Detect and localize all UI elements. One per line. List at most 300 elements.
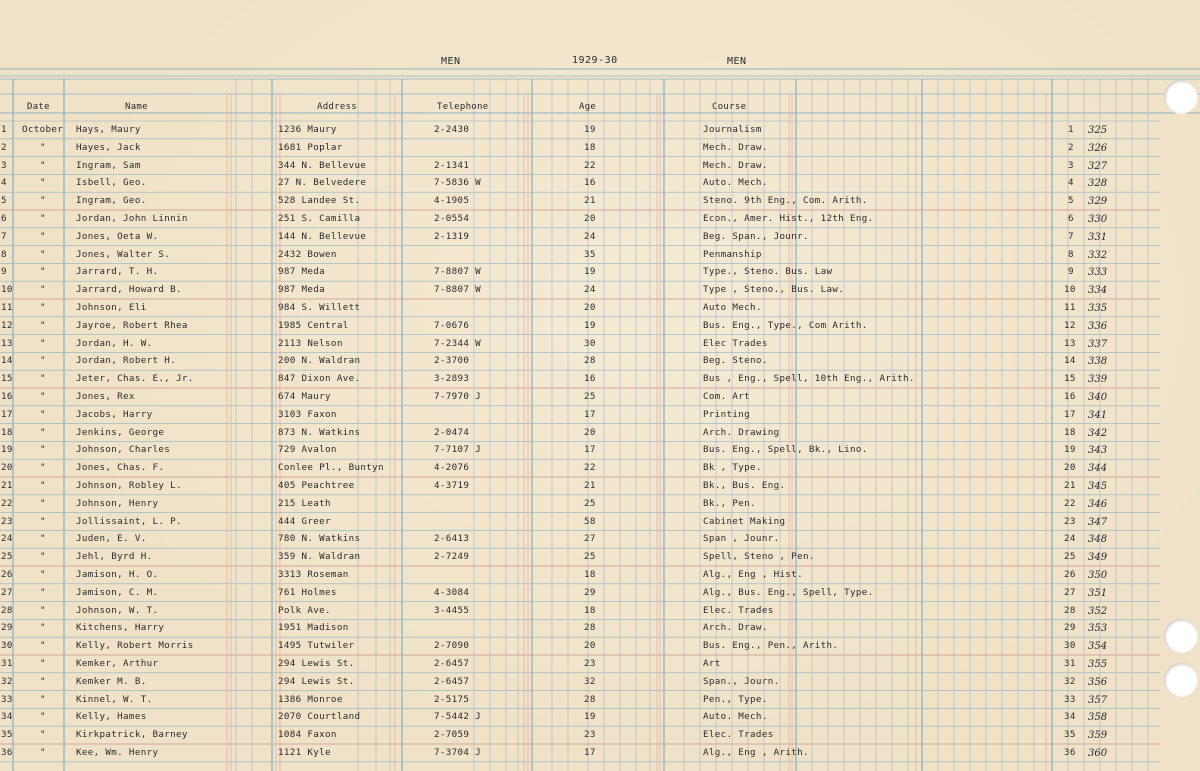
row-register-number: 335 (1088, 303, 1108, 314)
row-date: " (40, 302, 46, 313)
row-line-number: 12 (1, 319, 13, 331)
row-telephone: 7-8807 W (434, 284, 482, 296)
row-telephone: 2-1341 (434, 159, 470, 171)
row-address: 215 Leath (278, 497, 331, 509)
row-register-number: 359 (1088, 730, 1108, 742)
row-course: Bus , Eng., Spell, 10th Eng., Arith. (703, 373, 915, 385)
row-date: " (40, 462, 46, 474)
row-date: " (40, 159, 46, 171)
row-line-number: 28 (1, 604, 13, 616)
row-register-number: 337 (1088, 338, 1108, 350)
row-telephone: 3-2893 (434, 373, 470, 385)
row-name: Johnson, W. T. (76, 604, 159, 616)
row-date: " (40, 675, 46, 687)
row-name: Juden, E. V. (76, 533, 147, 545)
row-entry-number: 35 (1064, 729, 1076, 741)
row-date: " (40, 391, 46, 402)
row-age: 28 (584, 693, 596, 705)
row-course: Arch. Draw. (703, 622, 768, 634)
row-address: 847 Dixon Ave. (278, 373, 361, 385)
row-age: 35 (584, 248, 596, 260)
row-line-number: 32 (1, 675, 13, 687)
row-telephone: 7-8807 W (434, 266, 482, 278)
row-age: 20 (584, 213, 596, 224)
row-age: 23 (584, 658, 596, 669)
row-age: 25 (584, 497, 596, 509)
row-telephone: 2-7249 (434, 551, 470, 563)
row-date: " (40, 408, 46, 420)
row-address: 528 Landee St. (278, 195, 361, 207)
row-register-number: 331 (1088, 231, 1108, 243)
row-line-number: 30 (1, 640, 13, 652)
row-age: 24 (584, 284, 596, 296)
row-line-number: 35 (1, 729, 13, 741)
row-entry-number: 29 (1064, 622, 1076, 634)
row-line-number: 26 (1, 569, 13, 580)
row-address: 674 Maury (278, 391, 331, 402)
row-age: 20 (584, 302, 596, 313)
row-entry-number: 10 (1064, 284, 1076, 296)
row-telephone: 2-3700 (434, 355, 470, 367)
row-entry-number: 9 (1068, 266, 1074, 278)
row-course: Com. Art (703, 391, 751, 402)
row-name: Jones, Oeta W. (76, 230, 159, 242)
row-date: " (40, 604, 46, 616)
row-entry-number: 19 (1064, 444, 1076, 456)
row-age: 27 (584, 533, 596, 545)
row-entry-number: 1 (1068, 124, 1074, 135)
row-course: Alg., Eng , Arith. (703, 747, 809, 758)
row-line-number: 8 (1, 248, 7, 260)
row-age: 28 (584, 355, 596, 367)
row-name: Jamison, C. M. (76, 586, 159, 598)
row-line-number: 6 (1, 213, 7, 224)
row-address: 3313 Roseman (278, 569, 349, 580)
row-line-number: 29 (1, 622, 13, 634)
row-telephone: 4-2076 (434, 462, 470, 474)
row-register-number: 346 (1088, 498, 1108, 510)
row-line-number: 11 (1, 302, 13, 313)
row-course: Journalism (703, 124, 762, 135)
row-register-number: 330 (1088, 214, 1108, 225)
row-line-number: 3 (1, 159, 7, 171)
row-age: 18 (584, 569, 596, 580)
row-date: " (40, 213, 46, 224)
row-date: " (40, 284, 46, 296)
row-entry-number: 22 (1064, 497, 1076, 509)
row-name: Jollissaint, L. P. (76, 515, 182, 527)
row-line-number: 4 (1, 177, 7, 189)
row-date: " (40, 658, 46, 669)
row-entry-number: 34 (1064, 711, 1076, 723)
row-address: 294 Lewis St. (278, 658, 355, 669)
row-course: Alg., Bus. Eng., Spell, Type. (703, 586, 874, 598)
row-entry-number: 33 (1064, 693, 1076, 705)
row-address: 200 N. Waldran (278, 355, 361, 367)
column-header-age: Age (579, 102, 597, 112)
row-telephone: 2-2430 (434, 124, 470, 135)
row-name: Jones, Chas. F. (76, 462, 165, 474)
row-register-number: 357 (1088, 694, 1108, 706)
row-age: 19 (584, 124, 596, 135)
row-course: Econ., Amer. Hist., 12th Eng. (703, 213, 874, 224)
row-entry-number: 18 (1064, 426, 1076, 438)
row-address: 2113 Nelson (278, 337, 343, 349)
row-date: October (22, 124, 64, 135)
row-register-number: 350 (1088, 570, 1108, 581)
row-register-number: 342 (1088, 427, 1108, 439)
header-year: 1929-30 (572, 55, 618, 66)
row-age: 25 (584, 551, 596, 563)
row-address: 1236 Maury (278, 124, 337, 135)
column-header-date: Date (27, 102, 50, 112)
row-telephone: 7-2344 W (434, 337, 482, 349)
row-address: 984 S. Willett (278, 302, 361, 313)
row-telephone: 2-7059 (434, 729, 470, 741)
row-register-number: 328 (1088, 178, 1108, 190)
row-address: 761 Holmes (278, 586, 337, 598)
row-name: Kee, Wm. Henry (76, 747, 159, 758)
row-age: 25 (584, 391, 596, 402)
row-register-number: 333 (1088, 267, 1108, 279)
row-course: Mech. Draw. (703, 159, 768, 171)
row-entry-number: 20 (1064, 462, 1076, 474)
row-age: 17 (584, 408, 596, 420)
row-register-number: 329 (1088, 196, 1108, 208)
row-name: Jehl, Byrd H. (76, 551, 153, 563)
row-address: 987 Meda (278, 284, 326, 296)
row-telephone: 2-0554 (434, 213, 470, 224)
column-header-name: Name (125, 102, 148, 112)
row-course: Span., Journ. (703, 675, 780, 687)
row-line-number: 22 (1, 497, 13, 509)
row-entry-number: 27 (1064, 586, 1076, 598)
row-line-number: 2 (1, 141, 7, 153)
row-register-number: 336 (1088, 320, 1108, 332)
row-date: " (40, 230, 46, 242)
row-date: " (40, 480, 46, 491)
row-course: Auto Mech. (703, 302, 762, 313)
binder-hole-top (1164, 80, 1198, 114)
row-date: " (40, 426, 46, 438)
row-telephone: 2-7090 (434, 640, 470, 652)
row-course: Arch. Drawing (703, 426, 780, 438)
row-name: Kinnel, W. T. (76, 693, 153, 705)
row-course: Beg. Span., Jounr. (703, 230, 809, 242)
row-course: Cabinet Making (703, 515, 786, 527)
row-address: 405 Peachtree (278, 480, 355, 491)
row-name: Kemker M. B. (76, 675, 147, 687)
row-line-number: 27 (1, 586, 13, 598)
row-name: Hays, Maury (76, 124, 141, 135)
row-line-number: 34 (1, 711, 13, 723)
row-entry-number: 15 (1064, 373, 1076, 385)
row-register-number: 360 (1088, 748, 1108, 759)
row-course: Bus. Eng., Spell, Bk., Lino. (703, 444, 868, 456)
row-name: Kelly, Robert Morris (76, 640, 194, 652)
row-register-number: 347 (1088, 516, 1108, 528)
row-date: " (40, 533, 46, 545)
row-register-number: 349 (1088, 552, 1108, 564)
row-date: " (40, 747, 46, 758)
row-name: Jones, Rex (76, 391, 135, 402)
row-entry-number: 24 (1064, 533, 1076, 545)
row-course: Elec Trades (703, 337, 768, 349)
row-line-number: 20 (1, 462, 13, 474)
row-entry-number: 2 (1068, 141, 1074, 153)
row-entry-number: 17 (1064, 408, 1076, 420)
row-entry-number: 4 (1068, 177, 1074, 189)
row-age: 29 (584, 586, 596, 598)
row-name: Jamison, H. O. (76, 569, 159, 580)
row-name: Johnson, Charles (76, 444, 171, 456)
row-course: Art (703, 658, 721, 669)
row-entry-number: 30 (1064, 640, 1076, 652)
row-date: " (40, 337, 46, 349)
row-telephone: 2-1319 (434, 230, 470, 242)
row-telephone: 2-5175 (434, 693, 470, 705)
row-entry-number: 26 (1064, 569, 1076, 580)
row-age: 17 (584, 444, 596, 456)
row-register-number: 351 (1088, 587, 1108, 599)
row-telephone: 2-6413 (434, 533, 470, 545)
row-name: Jenkins, George (76, 426, 165, 438)
row-register-number: 343 (1088, 445, 1108, 457)
row-entry-number: 16 (1064, 391, 1076, 402)
row-line-number: 16 (1, 391, 13, 402)
row-line-number: 31 (1, 658, 13, 669)
row-entry-number: 7 (1068, 230, 1074, 242)
row-address: Polk Ave. (278, 604, 331, 616)
row-course: Steno. 9th Eng., Com. Arith. (703, 195, 868, 207)
row-telephone: 7-0676 (434, 319, 470, 331)
row-address: 987 Meda (278, 266, 326, 278)
row-register-number: 341 (1088, 409, 1108, 421)
row-entry-number: 14 (1064, 355, 1076, 367)
row-course: Mech. Draw. (703, 141, 768, 153)
row-address: 294 Lewis St. (278, 675, 355, 687)
row-date: " (40, 266, 46, 278)
row-telephone: 7-5836 W (434, 177, 482, 189)
row-age: 21 (584, 195, 596, 207)
column-header-address: Address (317, 102, 358, 112)
row-date: " (40, 373, 46, 385)
row-register-number: 345 (1088, 481, 1108, 492)
row-telephone: 7-5442 J (434, 711, 482, 723)
row-address: 344 N. Bellevue (278, 159, 367, 171)
row-line-number: 7 (1, 230, 7, 242)
row-course: Spell, Steno , Pen. (703, 551, 815, 563)
row-line-number: 9 (1, 266, 7, 278)
row-line-number: 10 (1, 284, 13, 296)
row-age: 16 (584, 177, 596, 189)
row-line-number: 1 (1, 124, 7, 135)
row-age: 22 (584, 462, 596, 474)
row-date: " (40, 319, 46, 331)
row-entry-number: 25 (1064, 551, 1076, 563)
row-course: Bk., Bus. Eng. (703, 480, 786, 491)
row-age: 30 (584, 337, 596, 349)
row-telephone: 4-3084 (434, 586, 470, 598)
row-telephone: 4-1905 (434, 195, 470, 207)
row-entry-number: 12 (1064, 319, 1076, 331)
row-register-number: 340 (1088, 392, 1108, 403)
row-age: 18 (584, 604, 596, 616)
row-course: Penmanship (703, 248, 762, 260)
row-line-number: 23 (1, 515, 13, 527)
row-line-number: 15 (1, 373, 13, 385)
row-name: Johnson, Henry (76, 497, 159, 509)
row-date: " (40, 693, 46, 705)
row-date: " (40, 195, 46, 207)
row-course: Alg., Eng , Hist. (703, 569, 803, 580)
row-register-number: 355 (1088, 659, 1108, 670)
row-name: Ingram, Geo. (76, 195, 147, 207)
row-address: 27 N. Belvedere (278, 177, 367, 189)
row-course: Bus. Eng., Pen., Arith. (703, 640, 839, 652)
row-register-number: 356 (1088, 676, 1108, 688)
row-register-number: 352 (1088, 605, 1108, 617)
row-register-number: 339 (1088, 374, 1108, 386)
row-date: " (40, 444, 46, 456)
row-line-number: 17 (1, 408, 13, 420)
row-name: Hayes, Jack (76, 141, 141, 153)
row-entry-number: 32 (1064, 675, 1076, 687)
row-course: Type., Steno. Bus. Law (703, 266, 833, 278)
row-name: Ingram, Sam (76, 159, 141, 171)
row-telephone: 7-3704 J (434, 747, 482, 758)
row-entry-number: 8 (1068, 248, 1074, 260)
row-course: Type , Steno., Bus. Law. (703, 284, 845, 296)
row-entry-number: 28 (1064, 604, 1076, 616)
row-course: Span , Jounr. (703, 533, 780, 545)
row-address: 780 N. Watkins (278, 533, 361, 545)
row-date: " (40, 355, 46, 367)
row-date: " (40, 551, 46, 563)
row-line-number: 21 (1, 480, 13, 491)
row-address: 1985 Central (278, 319, 349, 331)
row-age: 18 (584, 141, 596, 153)
row-entry-number: 36 (1064, 747, 1076, 758)
row-name: Kirkpatrick, Barney (76, 729, 188, 741)
row-course: Auto. Mech. (703, 177, 768, 189)
row-address: 1951 Madison (278, 622, 349, 634)
row-date: " (40, 729, 46, 741)
row-date: " (40, 248, 46, 260)
row-telephone: 3-4455 (434, 604, 470, 616)
row-address: 1386 Monroe (278, 693, 343, 705)
row-entry-number: 3 (1068, 159, 1074, 171)
row-age: 19 (584, 711, 596, 723)
row-telephone: 7-7970 J (434, 391, 482, 402)
row-name: Kelly, Hames (76, 711, 147, 723)
row-entry-number: 31 (1064, 658, 1076, 669)
row-name: Johnson, Robley L. (76, 480, 182, 491)
row-address: 729 Avalon (278, 444, 337, 456)
row-age: 58 (584, 515, 596, 527)
row-line-number: 5 (1, 195, 7, 207)
row-name: Jeter, Chas. E., Jr. (76, 373, 194, 385)
row-address: 251 S. Camilla (278, 213, 361, 224)
row-name: Jayroe, Robert Rhea (76, 319, 188, 331)
row-register-number: 353 (1088, 623, 1108, 635)
row-name: Kitchens, Harry (76, 622, 165, 634)
column-header-course: Course (712, 102, 747, 112)
row-register-number: 334 (1088, 285, 1108, 297)
row-register-number: 338 (1088, 356, 1108, 368)
row-age: 22 (584, 159, 596, 171)
row-course: Bus. Eng., Type., Com Arith. (703, 319, 868, 331)
row-address: 2070 Courtland (278, 711, 361, 723)
row-register-number: 326 (1088, 142, 1108, 154)
row-address: 1084 Faxon (278, 729, 337, 741)
row-date: " (40, 141, 46, 153)
row-name: Kemker, Arthur (76, 658, 159, 669)
row-date: " (40, 497, 46, 509)
row-name: Jarrard, Howard B. (76, 284, 182, 296)
row-name: Jarrard, T. H. (76, 266, 159, 278)
row-date: " (40, 569, 46, 580)
row-address: 1681 Poplar (278, 141, 343, 153)
row-age: 24 (584, 230, 596, 242)
row-course: Printing (703, 408, 751, 420)
row-name: Jacobs, Harry (76, 408, 153, 420)
row-course: Bk , Type. (703, 462, 762, 474)
row-address: 1495 Tutwiler (278, 640, 355, 652)
row-line-number: 25 (1, 551, 13, 563)
row-address: 873 N. Watkins (278, 426, 361, 438)
row-register-number: 344 (1088, 463, 1108, 475)
row-age: 17 (584, 747, 596, 758)
row-address: 444 Greer (278, 515, 331, 527)
binder-hole-bottom (1164, 663, 1198, 697)
row-address: 1121 Kyle (278, 747, 331, 758)
row-name: Isbell, Geo. (76, 177, 147, 189)
binder-hole-middle (1164, 619, 1198, 653)
row-telephone: 2-6457 (434, 658, 470, 669)
row-entry-number: 5 (1068, 195, 1074, 207)
row-register-number: 332 (1088, 249, 1108, 261)
row-line-number: 33 (1, 693, 13, 705)
row-age: 20 (584, 640, 596, 652)
row-register-number: 354 (1088, 641, 1108, 653)
row-age: 16 (584, 373, 596, 385)
row-line-number: 14 (1, 355, 13, 367)
row-age: 32 (584, 675, 596, 687)
row-telephone: 4-3719 (434, 480, 470, 491)
row-course: Bk., Pen. (703, 497, 756, 509)
row-date: " (40, 711, 46, 723)
row-register-number: 327 (1088, 160, 1108, 172)
row-name: Jordan, H. W. (76, 337, 153, 349)
row-course: Elec. Trades (703, 729, 774, 741)
row-name: Johnson, Eli (76, 302, 147, 313)
row-entry-number: 11 (1064, 302, 1076, 313)
row-telephone: 7-7107 J (434, 444, 482, 456)
row-entry-number: 21 (1064, 480, 1076, 491)
row-age: 28 (584, 622, 596, 634)
row-address: 144 N. Bellevue (278, 230, 367, 242)
row-age: 19 (584, 266, 596, 278)
row-address: 359 N. Waldran (278, 551, 361, 563)
row-name: Jones, Walter S. (76, 248, 171, 260)
row-course: Beg. Steno. (703, 355, 768, 367)
row-line-number: 24 (1, 533, 13, 545)
row-name: Jordan, Robert H. (76, 355, 176, 367)
row-register-number: 348 (1088, 534, 1108, 546)
row-address: 2432 Bowen (278, 248, 337, 260)
row-course: Pen., Type. (703, 693, 768, 705)
